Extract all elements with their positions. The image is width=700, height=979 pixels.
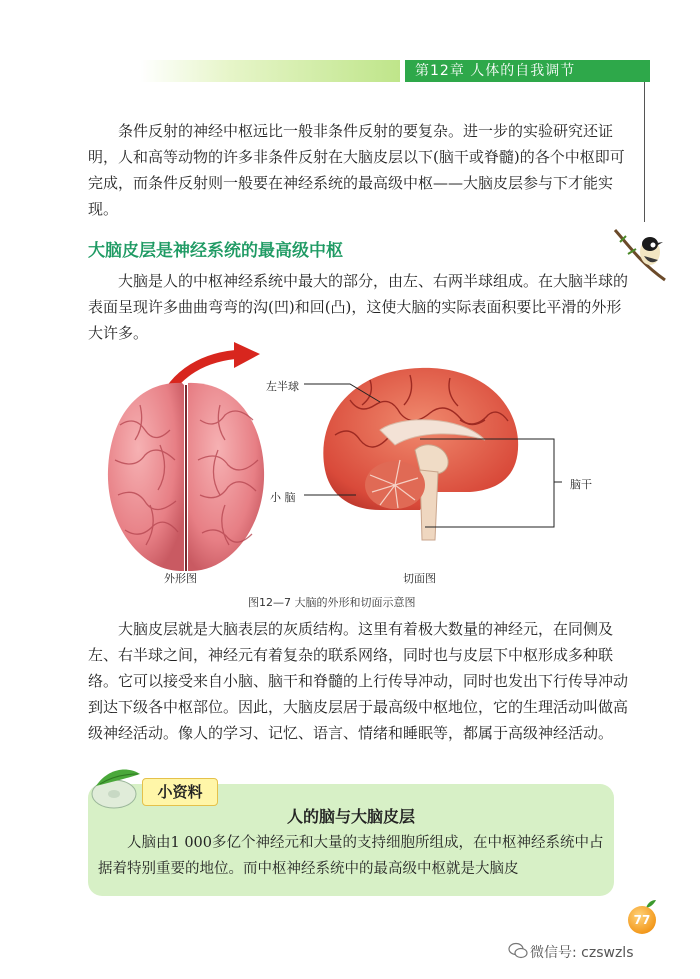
watermark: 微信号: czswzls: [530, 945, 634, 961]
info-text: 人脑由1 000多亿个神经元和大量的支持细胞所组成，在中枢神经系统中占据着特别重要的地位。而中枢神经系统中的最高级中枢就是大脑皮: [98, 835, 604, 877]
paragraph-1: 条件反射的神经中枢远比一般非条件反射的要复杂。进一步的实验研究还证明，人和高等动物的许多非条件反射在大脑皮层以下(脑干或脊髓)的各个中枢即可完成，而条件反射则一般要在神经系统的最高级中枢——大脑皮层参与下才能实现。: [88, 122, 625, 218]
label-left-hemisphere: 左半球: [266, 380, 299, 393]
chapter-header: 第12章 人体的自我调节: [405, 60, 650, 82]
page-number: 77: [628, 906, 656, 934]
figure-caption: 图12—7 大脑的外形和切面示意图: [248, 596, 416, 609]
header-gradient-bar: [140, 60, 400, 82]
paragraph-2: 大脑是人的中枢神经系统中最大的部分，由左、右两半球组成。在大脑半球的表面呈现许多曲曲弯弯的沟(凹)和回(凸)，这使大脑的实际表面积要比平滑的外形大许多。: [88, 272, 629, 342]
info-title: 人的脑与大脑皮层: [286, 807, 415, 826]
label-exterior-view: 外形图: [164, 572, 197, 585]
header-divider: [644, 82, 645, 222]
figure-annotation-lines: [270, 370, 600, 540]
paragraph-3: 大脑皮层就是大脑表层的灰质结构。这里有着极大数量的神经元，在同侧及左、右半球之间，神经元有着复杂的联系网络，同时也与皮层下中枢形成多种联络。它可以接受来自小脑、脑干和脊髓的上行传导冲动，同时也发出下行传导冲动到达下级各中枢部位。因此，大脑皮层居于最高级中枢地位，它的生理活动叫做高级神经活动。像人的学习、记忆、语言、情绪和睡眠等，都属于高级神经活动。: [88, 620, 629, 742]
wechat-icon: [508, 942, 528, 960]
label-brainstem: 脑干: [570, 478, 592, 491]
info-tag: 小资料: [142, 778, 218, 806]
brain-exterior-illustration: [100, 375, 270, 575]
label-section-view: 切面图: [403, 572, 436, 585]
section-heading: 大脑皮层是神经系统的最高级中枢: [88, 241, 343, 261]
label-cerebellum: 小 脑: [270, 491, 296, 504]
